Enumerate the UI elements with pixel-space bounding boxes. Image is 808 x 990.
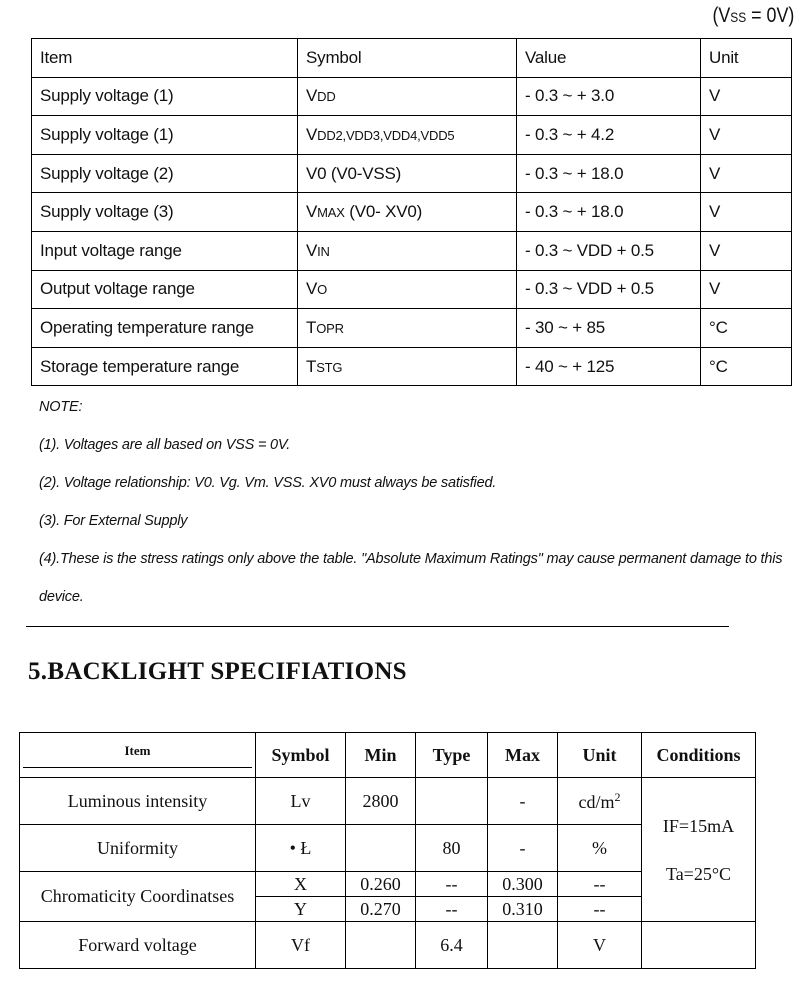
value-cell: - 0.3 ~ + 18.0	[517, 193, 701, 232]
min-cell	[346, 825, 416, 872]
max-cell: -	[488, 825, 558, 872]
vss-reference-note: (VSS = 0V)	[712, 4, 794, 27]
symbol-cell: Vf	[256, 922, 346, 969]
conditions-cell-empty	[642, 922, 756, 969]
item-cell: Forward voltage	[20, 922, 256, 969]
column-header-min: Min	[346, 733, 416, 778]
unit-cell: V	[701, 270, 792, 309]
symbol-cell: Lv	[256, 778, 346, 825]
unit-cell: °C	[701, 309, 792, 348]
column-header-conditions: Conditions	[642, 733, 756, 778]
column-header-max: Max	[488, 733, 558, 778]
table-row	[32, 154, 792, 193]
value-cell: - 30 ~ + 85	[517, 309, 701, 348]
type-cell: --	[416, 897, 488, 922]
column-header-item: Item	[32, 39, 298, 78]
symbol-cell: VMAX (V0- XV0)	[298, 193, 517, 232]
table-row	[32, 347, 792, 386]
value-cell: - 0.3 ~ VDD + 0.5	[517, 231, 701, 270]
column-header-unit: Unit	[701, 39, 792, 78]
symbol-cell: V0 (V0-VSS)	[298, 154, 517, 193]
max-cell: 0.300	[488, 872, 558, 897]
type-cell: --	[416, 872, 488, 897]
type-cell: 80	[416, 825, 488, 872]
column-header-symbol: Symbol	[256, 733, 346, 778]
unit-cell: $cd/m^2$	[558, 778, 642, 825]
unit-cell: --	[558, 897, 642, 922]
note-heading: NOTE:	[39, 399, 83, 415]
table-header-row	[32, 39, 792, 78]
symbol-cell: VO	[298, 270, 517, 309]
symbol-cell: VDD	[298, 77, 517, 116]
table-row	[32, 193, 792, 232]
type-cell	[416, 778, 488, 825]
max-cell: -	[488, 778, 558, 825]
table-header-row	[20, 733, 756, 778]
absolute-maximum-ratings-table	[31, 38, 792, 386]
column-header-value: Value	[517, 39, 701, 78]
note-line: (1). Voltages are all based on VSS = 0V.	[39, 437, 291, 453]
item-cell: Output voltage range	[32, 270, 298, 309]
symbol-cell: Y	[256, 897, 346, 922]
symbol-cell: TOPR	[298, 309, 517, 348]
symbol-cell: X	[256, 872, 346, 897]
item-cell: Supply voltage (1)	[32, 116, 298, 155]
item-cell: Supply voltage (3)	[32, 193, 298, 232]
symbol-cell: VDD2,VDD3,VDD4,VDD5	[298, 116, 517, 155]
max-cell	[488, 922, 558, 969]
backlight-specifications-table	[19, 732, 756, 969]
unit-cell: --	[558, 872, 642, 897]
column-header-type: Type	[416, 733, 488, 778]
table-row	[32, 231, 792, 270]
conditions-cell: IF=15mA Ta=25°C	[642, 778, 756, 922]
table-row	[20, 922, 756, 969]
item-cell: Chromaticity Coordinatses	[20, 872, 256, 922]
item-cell: Supply voltage (2)	[32, 154, 298, 193]
column-header-unit: Unit	[558, 733, 642, 778]
unit-cell: °C	[701, 347, 792, 386]
item-cell: Storage temperature range	[32, 347, 298, 386]
table-row	[32, 309, 792, 348]
symbol-cell: • Ł	[256, 825, 346, 872]
min-cell: 2800	[346, 778, 416, 825]
item-cell: Supply voltage (1)	[32, 77, 298, 116]
item-cell: Operating temperature range	[32, 309, 298, 348]
note-line: (2). Voltage relationship: V0. Vg. Vm. VSS. XV0 must always be satisfied.	[39, 475, 497, 491]
symbol-cell: VIN	[298, 231, 517, 270]
value-cell: - 0.3 ~ + 18.0	[517, 154, 701, 193]
column-header-symbol: Symbol	[298, 39, 517, 78]
value-cell: - 0.3 ~ VDD + 0.5	[517, 270, 701, 309]
section-title: 5.BACKLIGHT SPECIFIATIONS	[28, 658, 407, 685]
column-header-item: Item	[20, 733, 256, 778]
unit-cell: V	[701, 231, 792, 270]
note-line: (4).These is the stress ratings only above the table. "Absolute Maximum Ratings" may cause permanent damage to this	[39, 551, 783, 567]
notes-block	[39, 394, 782, 622]
unit-cell: %	[558, 825, 642, 872]
min-cell	[346, 922, 416, 969]
min-cell: 0.260	[346, 872, 416, 897]
note-line: (3). For External Supply	[39, 513, 188, 529]
min-cell: 0.270	[346, 897, 416, 922]
note-line: device.	[39, 589, 84, 605]
table-row	[32, 77, 792, 116]
symbol-cell: TSTG	[298, 347, 517, 386]
max-cell: 0.310	[488, 897, 558, 922]
unit-cell: V	[701, 154, 792, 193]
unit-cell: V	[701, 193, 792, 232]
table-row	[20, 778, 756, 825]
unit-cell: V	[701, 77, 792, 116]
type-cell: 6.4	[416, 922, 488, 969]
table-row	[32, 116, 792, 155]
unit-cell: V	[558, 922, 642, 969]
unit-cell: V	[701, 116, 792, 155]
section-divider	[26, 626, 729, 627]
value-cell: - 0.3 ~ + 4.2	[517, 116, 701, 155]
item-cell: Uniformity	[20, 825, 256, 872]
table-row	[32, 270, 792, 309]
value-cell: - 40 ~ + 125	[517, 347, 701, 386]
value-cell: - 0.3 ~ + 3.0	[517, 77, 701, 116]
item-cell: Input voltage range	[32, 231, 298, 270]
item-cell: Luminous intensity	[20, 778, 256, 825]
